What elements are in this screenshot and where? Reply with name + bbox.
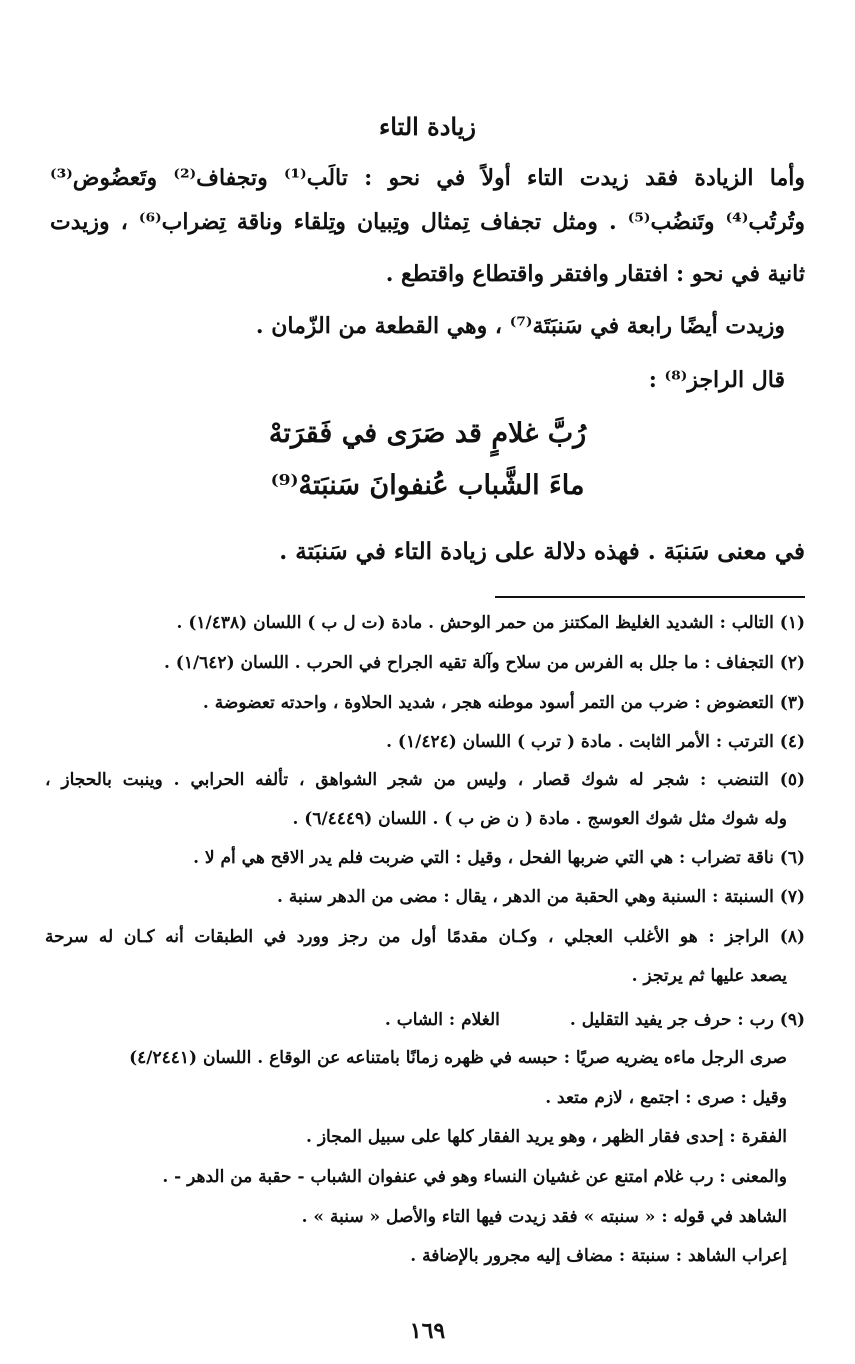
footnote-8-continued: يصعد عليها ثم يرتجز . [631,966,787,986]
verse-line-1: رُبَّ غلامٍ قد صَرَى في فَقرَتهْ [268,418,587,449]
footnote-2: (٢) التجفاف : ما جلل به الفرس من سلاح وآلة تقيه الجراح في الحرب . اللسان (١/٦٤٢) . [163,653,805,673]
footnote-9 [45,1007,805,1033]
body-line-2: وتُرتُب⁽⁴⁾ وتَنضُب⁽⁵⁾ . ومثل تجفاف تِمثال وتِبيان وتِلقاء وناقة تِضراب⁽⁶⁾ ، وزيدت [50,209,805,235]
footnote-9-ghulam: الغلام : الشاب . [384,1010,500,1030]
body-line-1: وأما الزيادة فقد زيدت التاء أولاً في نحو : تالَب⁽¹⁾ وتجفاف⁽²⁾ وتَعضُوض⁽³⁾ [50,165,805,191]
verse-line-2: ماءَ الشَّباب عُنفوانَ سَنبَتهْ⁽⁹⁾ [270,470,585,501]
footnote-5-continued: وله شوك مثل شوك العوسج . مادة ( ن ض ب ) . اللسان (٦/٤٤٤٩) . [292,809,787,829]
footnote-9-rubb: (٩) رب : حرف جر يفيد التقليل . [569,1010,805,1030]
footnote-3: (٣) التعضوض : ضرب من التمر أسود موطنه هجر ، شديد الحلاوة ، واحدته تعضوضة . [202,693,805,713]
page-title: زيادة التاء [378,112,477,141]
body-line-4: وزيدت أيضًا رابعة في سَنبَتَة⁽⁷⁾ ، وهي القطعة من الزّمان . [255,313,785,339]
footnote-4: (٤) الترتب : الأمر الثابت . مادة ( ترب ) اللسان (١/٤٢٤) . [386,732,805,752]
footnote-9-line-5: والمعنى : رب غلام امتنع عن غشيان النساء وهو في عنفوان الشباب - حقبة من الدهر - . [162,1167,787,1187]
footnote-1: (١) التالب : الشديد الغليظ المكتنز من حمر الوحش . مادة (ت ل ب ) اللسان (١/٤٣٨) . [176,613,805,633]
footnote-9-line-3: وقيل : صرى : اجتمع ، لازم متعد . [545,1088,787,1108]
page-number: ١٦٩ [409,1318,446,1344]
footnote-9-line-4: الفقرة : إحدى فقار الظهر ، وهو يريد الفقار كلها على سبيل المجاز . [305,1127,787,1147]
footnote-5: (٥) التنضب : شجر له شوك قصار ، وليس من شجر الشواهق ، تألفه الحرابي . وينبت بالحجاز ، [45,770,805,790]
footnote-separator [495,596,805,598]
footnote-8: (٨) الراجز : هو الأغلب العجلي ، وكـان مقدمًا أول من رجز وورد في الطبقات أنه كـان له سرحة [45,927,805,947]
footnote-9-line-7: إعراب الشاهد : سنبتة : مضاف إليه مجرور بالإضافة . [410,1246,787,1266]
footnote-9-line-2: صرى الرجل ماءه يضريه صريًا : حبسه في ظهره زمانًا بامتناعه عن الوقاع . اللسان (٤/٢٤٤١) [129,1048,787,1068]
footnote-9-line-6: الشاهد في قوله : « سنبته » فقد زيدت فيها التاء والأصل « سنبة » . [301,1207,787,1227]
closing-line: في معنى سَنبَة . فهذه دلالة على زيادة التاء في سَنبَتة . [279,538,805,565]
footnote-6: (٦) ناقة تضراب : هي التي ضربها الفحل ، وقيل : التي ضربت فلم يدر الاقح هي أم لا . [193,848,805,868]
footnote-7: (٧) السنبتة : السنبة وهي الحقبة من الدهر ، يقال : مضى من الدهر سنبة . [277,887,805,907]
body-line-5: قال الراجز⁽⁸⁾ : [648,367,785,393]
body-line-3: ثانية في نحو : افتقار وافتقر واقتطاع واقتطع . [385,261,805,287]
